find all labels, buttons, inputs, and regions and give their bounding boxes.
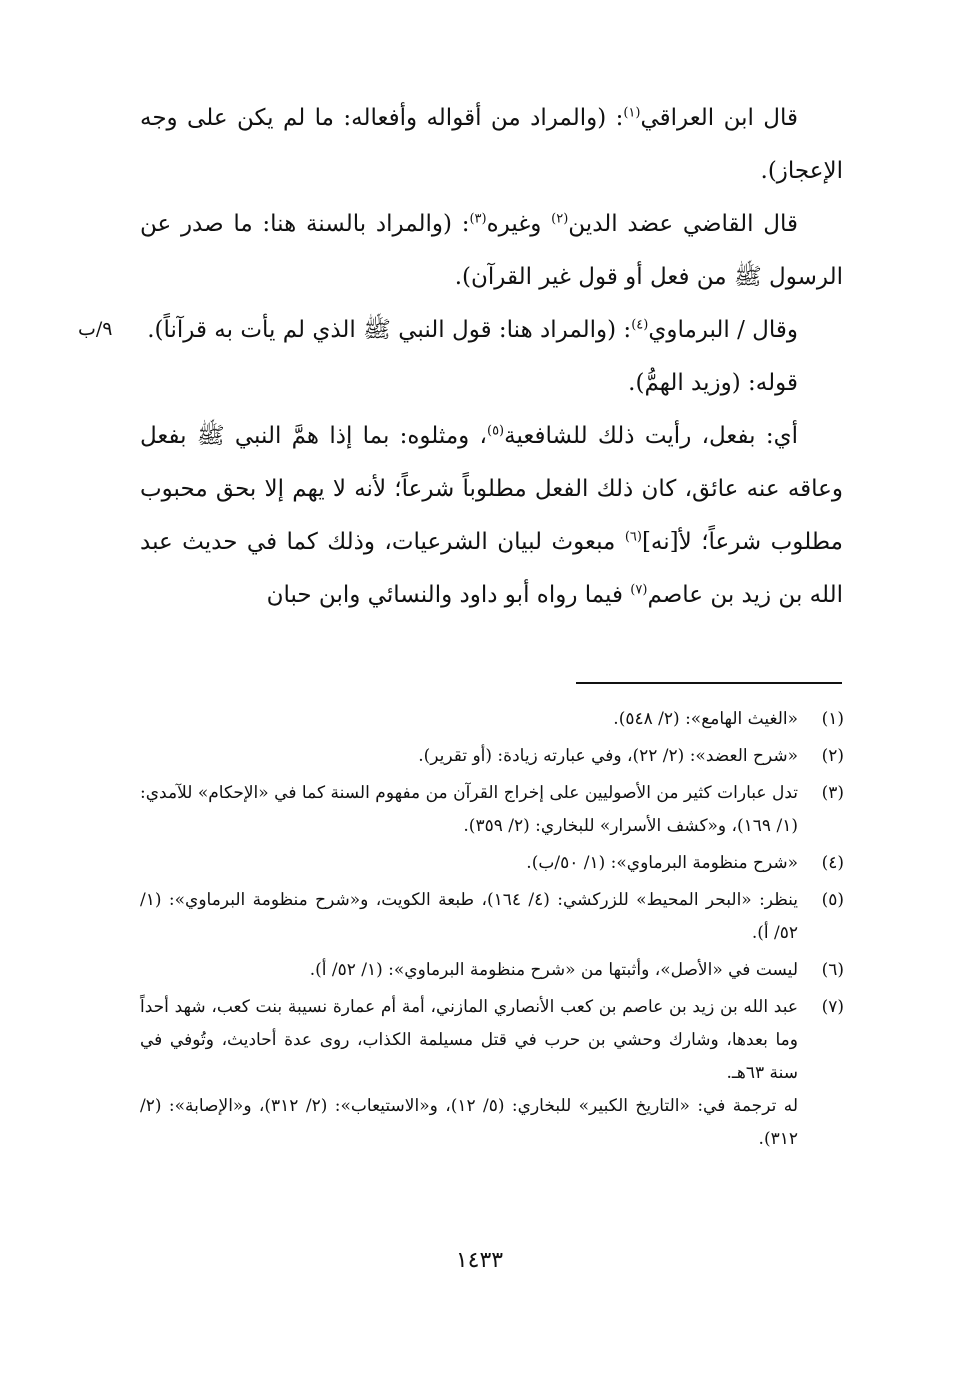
footnote-text: عبد الله بن زيد بن عاصم بن كعب الأنصاري المازني، أمة أم عمارة نسيبة بنت كعب، شهد أحداً وما بعدها، وشارك وحشي بن حرب في قتل مسيلمة الكذاب، روى عدة أحاديث، وتُوفي في سنة ٦٣هـ. [140,997,798,1083]
footnote-number: (٦) [821,960,844,980]
paragraph-3: وقال / البرماوي$^{(٤)}$: (والمراد هنا: قول النبي ﷺ الذي لم يأت به قرآناً). [147,317,798,343]
paragraph-4: قوله: (وزيد الهمُّ). [628,370,798,396]
footnote-text: ينظر: «البحر المحيط» للزركشي: (٤/ ١٦٤)، طبعة الكويت، و«شرح منظومة البرماوي»: (١/ ٥٢/ أ). [140,890,798,943]
footnote-6 [140,954,844,987]
footnote-number: (٤) [821,853,844,873]
footnote-ref-6[interactable]: (٦) [624,529,642,545]
footnote-5 [140,884,844,950]
footnote-number: (٧) [821,997,844,1017]
footnote-1 [140,703,844,736]
footnote-ref-4[interactable]: (٤) [631,317,649,333]
paragraph-1: قال ابن العراقي$^{(١)}$: (والمراد من أقواله وأفعاله: ما لم يكن على وجه الإعجاز). [140,105,843,184]
footnote-2 [140,740,844,773]
footnote-number: (١) [821,709,844,729]
paragraph-5: أي: بفعل، رأيت ذلك للشافعية$^{(٥)}$، ومثلوه: بما إذا همَّ النبي ﷺ بفعل وعاقه عنه عائق، كان ذلك الفعل مطلوباً شرعاً؛ لأنه لا يهم إلا بحق محبوب مطلوب شرعاً؛ لأ[نه]$^{(٦)}$ مبعوث لبيان الشرعيات، وذلك كما في حديث عبد الله بن زيد بن عاصم$^{(٧)}$ فيما رواه أبو داود والنسائي وابن حبان [140,423,843,608]
footnote-4 [140,847,844,880]
footnote-text-references: له ترجمة في: «التاريخ الكبير» للبخاري: (٥/ ١٢)، و«الاستيعاب»: (٢/ ٣١٢)، و«الإصابة»: (٢/ ٣١٢). [140,1096,798,1149]
page-number: ١٤٣٣ [455,1248,504,1273]
main-text [140,92,843,622]
footnotes [140,703,844,1160]
footnote-ref-2[interactable]: (٢) [551,211,569,227]
footnote-7 [140,991,844,1156]
footnote-number: (٢) [821,746,844,766]
manuscript-folio-note: ٩/ب [78,318,113,340]
footnote-ref-7[interactable]: (٧) [630,582,648,598]
footnote-text: «شرح منظومة البرماوي»: (١/ ٥٠/ب). [526,853,798,873]
footnote-number: (٥) [821,890,844,910]
footnote-divider [576,682,842,684]
footnote-ref-3[interactable]: (٣) [469,211,487,227]
paragraph-2: قال القاضي عضد الدين$^{(٢)}$ وغيره$^{(٣)}$: (والمراد بالسنة هنا: ما صدر عن الرسول ﷺ من فعل أو قول غير القرآن). [140,211,843,290]
footnote-text: «الغيث الهامع»: (٢/ ٥٤٨). [613,709,798,729]
footnote-text: ليست في «الأصل»، وأثبتها من «شرح منظومة البرماوي»: (١/ ٥٢/ أ). [309,960,798,980]
footnote-ref-5[interactable]: (٥) [486,423,505,439]
footnote-text: تدل عبارات كثير من الأصوليين على إخراج القرآن من مفهوم السنة كما في «الإحكام» للآمدي: (١/ ١٦٩)، و«كشف الأسرار» للبخاري: (٢/ ٣٥٩). [140,783,798,836]
footnote-number: (٣) [821,783,844,803]
footnote-3 [140,777,844,843]
footnote-text: «شرح العضد»: (٢/ ٢٢)، وفي عبارته زيادة: (أو تقرير). [418,746,798,766]
footnote-ref-1[interactable]: (١) [623,105,641,121]
